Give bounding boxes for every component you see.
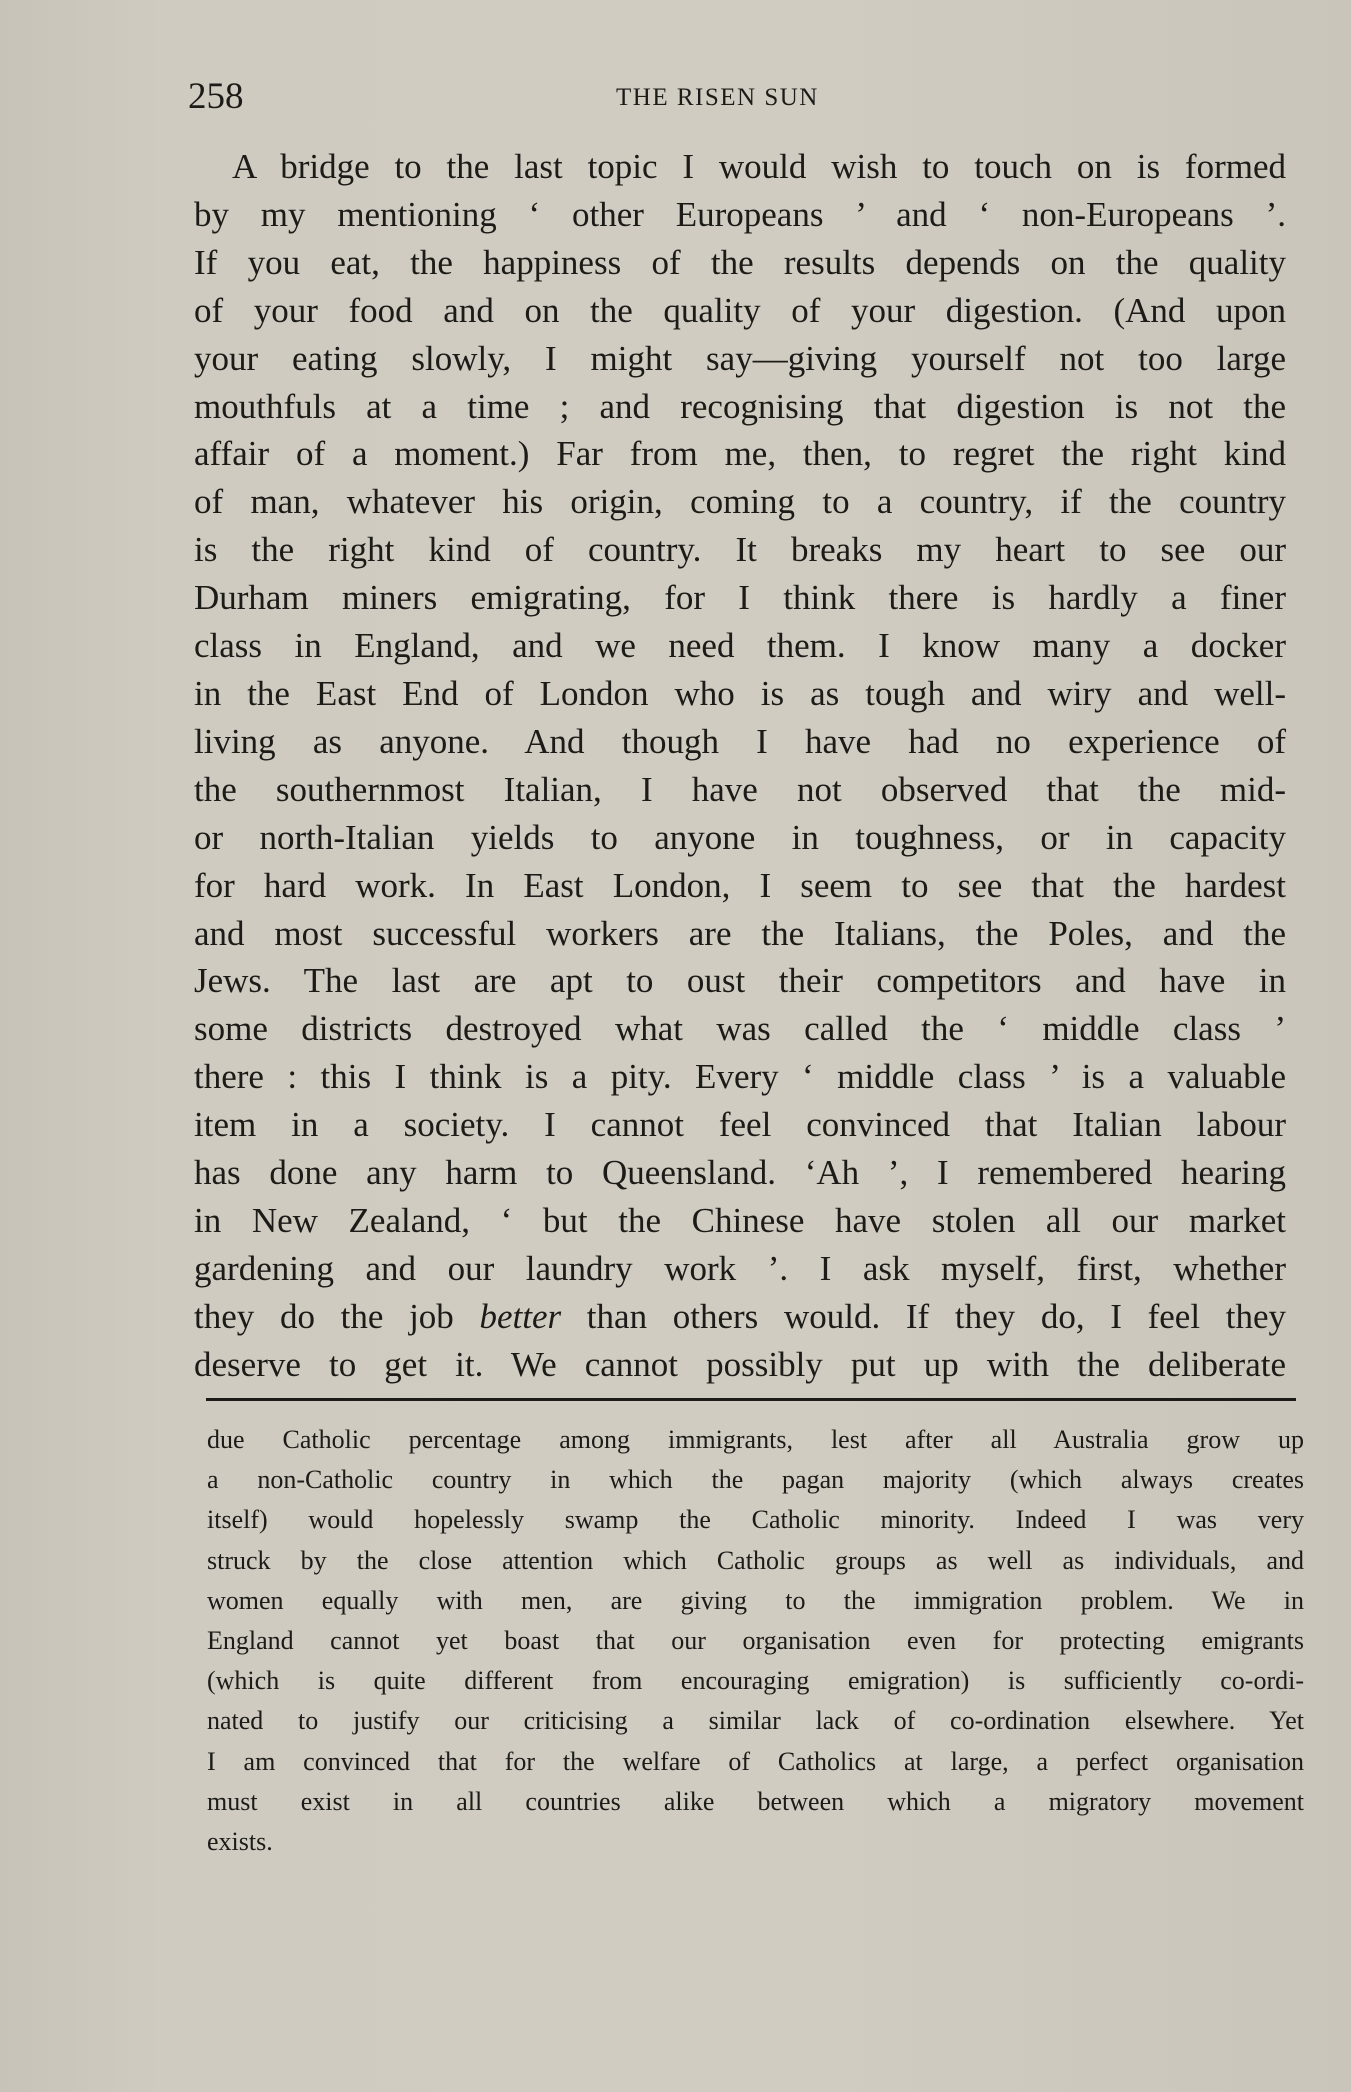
text-line: has done any harm to Queensland. ‘Ah ’, I remembered hearing bbox=[194, 1153, 1286, 1193]
footnote-line: a non-Catholic country in which the pagan majority (which always creates bbox=[207, 1465, 1304, 1495]
text-line: of man, whatever his origin, coming to a country, if the country bbox=[194, 482, 1286, 522]
text-line: in the East End of London who is as tough and wiry and well- bbox=[194, 673, 1286, 713]
footnote-line: struck by the close attention which Catholic groups as well as individuals, and bbox=[207, 1545, 1304, 1575]
running-head bbox=[188, 72, 1298, 122]
text-line: by my mentioning ‘ other Europeans ’ and ‘ non-Europeans ’. bbox=[194, 194, 1286, 234]
footnote-line: women equally with men, are giving to the immigration problem. We in bbox=[207, 1585, 1304, 1615]
text-segment: than others would. If they do, I feel they bbox=[561, 1296, 1286, 1336]
footnote-divider bbox=[206, 1398, 1296, 1401]
text-line: of your food and on the quality of your digestion. (And upon bbox=[194, 290, 1286, 330]
footnote-line: must exist in all countries alike between which a migratory movement bbox=[207, 1786, 1304, 1816]
text-line: mouthfuls at a time ; and recognising that digestion is not the bbox=[194, 386, 1286, 426]
text-line: in New Zealand, ‘ but the Chinese have stolen all our market bbox=[194, 1200, 1286, 1240]
text-line: If you eat, the happiness of the results depends on the quality bbox=[194, 242, 1286, 282]
text-line: and most successful workers are the Italians, the Poles, and the bbox=[194, 913, 1286, 953]
text-line: item in a society. I cannot feel convinced that Italian labour bbox=[194, 1105, 1286, 1145]
text-line: or north-Italian yields to anyone in toughness, or in capacity bbox=[194, 817, 1286, 857]
text-line: your eating slowly, I might say—giving yourself not too large bbox=[194, 338, 1286, 378]
footnote-line: due Catholic percentage among immigrants, lest after all Australia grow up bbox=[207, 1425, 1304, 1454]
footnote-line: England cannot yet boast that our organisation even for protecting emigrants bbox=[207, 1626, 1304, 1656]
running-title: THE RISEN SUN bbox=[616, 84, 819, 111]
emphasis-word: better bbox=[479, 1296, 562, 1336]
text-line: living as anyone. And though I have had no experience of bbox=[194, 721, 1286, 761]
text-line: class in England, and we need them. I know many a docker bbox=[194, 626, 1286, 666]
text-line-with-emphasis bbox=[194, 1293, 1286, 1341]
text-line: for hard work. In East London, I seem to see that the hardest bbox=[194, 865, 1286, 905]
main-text bbox=[194, 143, 1286, 1389]
text-line: gardening and our laundry work ’. I ask myself, first, whether bbox=[194, 1248, 1286, 1288]
text-line: affair of a moment.) Far from me, then, to regret the right kind bbox=[194, 434, 1286, 474]
footnote-line: (which is quite different from encouraging emigration) is sufficiently co-ordi- bbox=[207, 1666, 1304, 1696]
footnote-line: nated to justify our criticising a similar lack of co-ordination elsewhere. Yet bbox=[207, 1706, 1304, 1736]
text-line: deserve to get it. We cannot possibly put up with the deliberate bbox=[194, 1344, 1286, 1384]
text-line: is the right kind of country. It breaks my heart to see our bbox=[194, 530, 1286, 570]
text-line: the southernmost Italian, I have not observed that the mid- bbox=[194, 769, 1286, 809]
footnote-text bbox=[207, 1420, 1304, 1862]
footnote-line: exists. bbox=[207, 1827, 273, 1857]
page-number: 258 bbox=[188, 76, 244, 117]
footnote-line: I am convinced that for the welfare of Catholics at large, a perfect organisation bbox=[207, 1746, 1304, 1776]
text-line: A bridge to the last topic I would wish to touch on is formed bbox=[232, 147, 1286, 186]
footnote-line: itself) would hopelessly swamp the Catholic minority. Indeed I was very bbox=[207, 1505, 1304, 1535]
text-line: some districts destroyed what was called the ‘ middle class ’ bbox=[194, 1009, 1286, 1049]
text-line: there : this I think is a pity. Every ‘ middle class ’ is a valuable bbox=[194, 1057, 1286, 1097]
text-segment: they do the job bbox=[194, 1296, 480, 1336]
text-line: Jews. The last are apt to oust their competitors and have in bbox=[194, 961, 1286, 1001]
text-line: Durham miners emigrating, for I think there is hardly a finer bbox=[194, 578, 1286, 618]
